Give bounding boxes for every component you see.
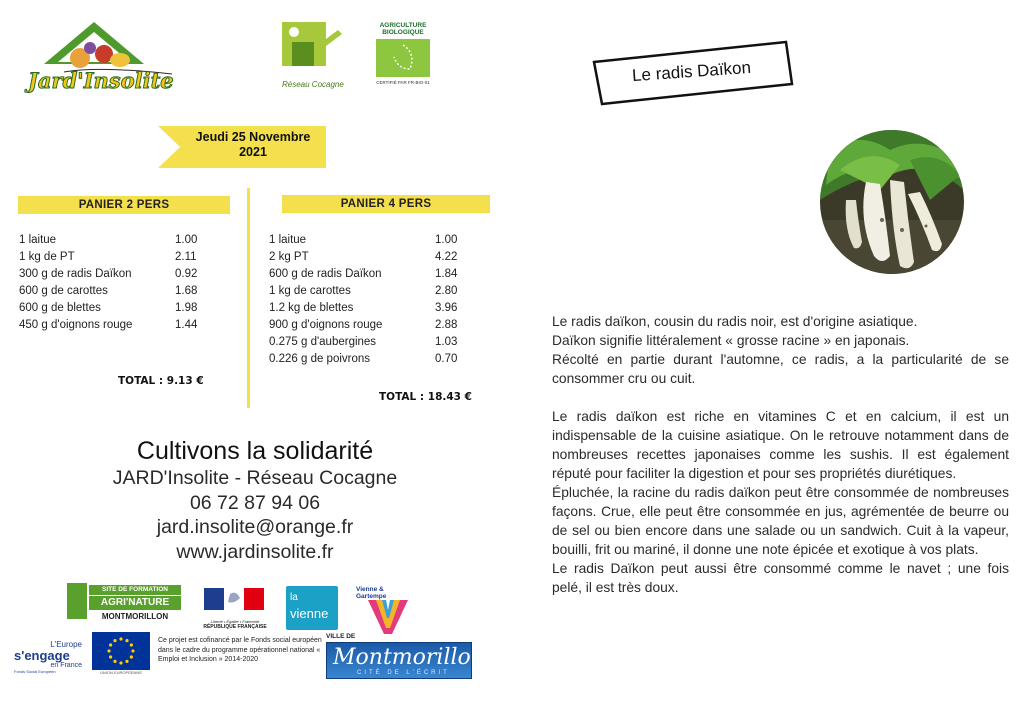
item-quantity: 450 g d'oignons rouge	[19, 319, 133, 331]
basket-item	[269, 334, 465, 351]
article-title: Le radis Daïkon	[631, 57, 752, 86]
basket-item	[19, 300, 205, 317]
vienne-gartempe-line-1: Vienne &	[356, 586, 384, 593]
departement-vienne-logo	[286, 586, 338, 630]
panier-2-total: TOTAL : 9.13 €	[118, 375, 204, 387]
daikon-photo	[820, 130, 964, 274]
agrinature-line-3: MONTMORILLON	[101, 612, 169, 621]
date-line-2: 2021	[239, 145, 267, 159]
europe-engage-line-2: s'engage	[14, 648, 70, 663]
europe-engage-logo	[14, 640, 82, 682]
item-quantity: 1 kg de PT	[19, 251, 75, 263]
cite-ecrit-label: CITÉ DE L'ÉCRIT	[357, 670, 450, 676]
eu-star-icon	[125, 660, 128, 663]
item-quantity: 600 g de radis Daïkon	[269, 268, 382, 280]
ville-montmorillon-logo	[326, 633, 485, 679]
item-price: 0.92	[175, 268, 198, 280]
agrinature-line-2: AGRI'NATURE	[89, 596, 181, 610]
item-quantity: 900 g d'oignons rouge	[269, 319, 383, 331]
jard-insolite-wordmark: Jard'Insolite	[28, 68, 174, 93]
item-quantity: 1.2 kg de blettes	[269, 302, 354, 314]
item-price: 1.03	[435, 336, 458, 348]
article-paragraph: Épluchée, la racine du radis daïkon peut être consommée de nombreuses façons. Crue, elle peut être consommée en jus, agrémentée de beurre ou de sel ou bien encore dans une salade ou un sandwich. Cuit à la vapeur, bouilli, frit ou mariné, il donne une note épicée et exotique à vos plats.	[552, 485, 1009, 557]
article-paragraph: Le radis daïkon est riche en vitamines C et en calcium, il est un indispensable de la cuisine asiatique. On le retrouve notamment dans de nombreuses recettes japonaises comme les sushis. Il est également réputé pour faciliter la digestion et pour ses propriétés diurétiques.	[552, 409, 1009, 481]
bio-certification: CERTIFIÉ PAR FR-BIO-01	[376, 80, 430, 85]
eu-star-icon	[130, 655, 133, 658]
eu-flag-caption: UNION EUROPÉENNE	[92, 670, 150, 676]
jard-insolite-logo	[24, 16, 176, 102]
basket-item	[269, 232, 465, 249]
europe-engage-line-3: en France	[50, 662, 82, 669]
bio-label: AGRICULTURE BIOLOGIQUE	[379, 22, 427, 36]
organization-name: JARD'Insolite - Réseau Cocagne	[112, 467, 398, 489]
item-price: 2.11	[175, 251, 197, 263]
eu-star-icon	[130, 643, 133, 646]
item-price: 1.00	[175, 234, 198, 246]
europe-engage-line-4: Fonds Social Européen	[14, 669, 56, 674]
basket-item	[269, 283, 465, 300]
email-address: jard.insolite@orange.fr	[156, 516, 354, 538]
item-price: 0.70	[435, 353, 458, 365]
item-price: 1.98	[175, 302, 198, 314]
agrinature-line-1: SITE DE FORMATION	[89, 585, 181, 595]
ville-de-label: VILLE DE	[326, 633, 356, 640]
item-price: 2.80	[435, 285, 458, 297]
eu-star-icon	[113, 660, 116, 663]
item-price: 1.00	[435, 234, 458, 246]
vienne-article: la	[290, 592, 298, 603]
agrinature-logo	[67, 583, 181, 627]
eu-star-icon	[109, 643, 112, 646]
vienne-gartempe-line-2: Gartempe	[356, 593, 387, 600]
basket-item	[269, 351, 465, 368]
item-price: 2.88	[435, 319, 458, 331]
contact-block	[94, 436, 416, 564]
eu-star-icon	[107, 649, 110, 652]
item-quantity: 600 g de carottes	[19, 285, 108, 297]
slogan: Cultivons la solidarité	[136, 437, 374, 465]
basket-item	[269, 249, 465, 266]
website-link: www.jardinsolite.fr	[176, 540, 334, 563]
item-quantity: 1 laitue	[269, 234, 307, 246]
basket-item	[19, 317, 205, 334]
panier-4-header: PANIER 4 PERS	[282, 195, 490, 213]
panier-2-header: PANIER 2 PERS	[18, 196, 230, 214]
republique-motto: Liberté • Égalité • Fraternité	[210, 619, 260, 624]
article-paragraph	[552, 388, 1009, 407]
vienne-gartempe-logo	[356, 586, 414, 636]
article-paragraph: Le radis daïkon, cousin du radis noir, est d'origine asiatique.	[552, 314, 918, 329]
basket-item	[19, 232, 205, 249]
republique-francaise-logo	[200, 588, 270, 630]
basket-item	[19, 249, 205, 266]
panier-4-total: TOTAL : 18.43 €	[379, 391, 472, 403]
eu-flag-icon	[92, 632, 150, 676]
montmorillon-wordmark: Montmorillon	[333, 645, 485, 670]
item-quantity: 0.275 g d'aubergines	[269, 336, 377, 348]
article-body	[552, 312, 1009, 597]
eu-star-icon	[119, 637, 122, 640]
reseau-cocagne-logo	[280, 20, 356, 94]
item-quantity: 0.226 g de poivrons	[269, 353, 371, 365]
basket-item	[269, 300, 465, 317]
eu-star-icon	[131, 649, 134, 652]
vienne-label: vienne	[290, 606, 329, 621]
item-quantity: 1 kg de carottes	[269, 285, 351, 297]
article-paragraph: Récolté en partie durant l'automne, ce radis, a la particularité de se consommer cru ou cuit.	[552, 352, 1009, 386]
europe-engage-line-1: L'Europe	[50, 640, 82, 649]
reseau-cocagne-label: Réseau Cocagne	[282, 80, 344, 89]
item-price: 1.44	[175, 319, 198, 331]
article-paragraph: Le radis Daïkon peut aussi être consommé comme le navet ; une fois pelé, il est très doux.	[552, 561, 1009, 595]
item-price: 1.84	[435, 268, 458, 280]
item-price: 4.22	[435, 251, 458, 263]
article-title-box	[592, 40, 794, 106]
panier-2-list	[19, 232, 205, 334]
vienne-gartempe-v-icon	[368, 600, 408, 634]
basket-item	[269, 266, 465, 283]
eu-star-icon	[119, 661, 122, 664]
eu-star-icon	[125, 639, 128, 642]
column-divider	[247, 188, 250, 408]
item-quantity: 600 g de blettes	[19, 302, 101, 314]
basket-item	[269, 317, 465, 334]
item-price: 3.96	[435, 302, 458, 314]
article-paragraph: Daïkon signifie littéralement « grosse racine » en japonais.	[552, 333, 910, 348]
item-quantity: 2 kg PT	[269, 251, 309, 263]
panier-4-list	[269, 232, 465, 368]
date-banner	[158, 122, 330, 172]
item-quantity: 1 laitue	[19, 234, 57, 246]
eu-funding-notice: Ce projet est cofinancé par le Fonds social européen dans le cadre du programme opérationnel national « Emploi et Inclusion » 2014-2020	[158, 637, 322, 663]
item-price: 1.68	[175, 285, 198, 297]
eu-star-icon	[109, 655, 112, 658]
eu-leaf-icon	[376, 39, 430, 77]
date-line-1: Jeudi 25 Novembre	[195, 130, 311, 144]
basket-item	[19, 266, 205, 283]
item-quantity: 300 g de radis Daïkon	[19, 268, 132, 280]
basket-item	[19, 283, 205, 300]
eu-star-icon	[113, 639, 116, 642]
phone-number: 06 72 87 94 06	[189, 491, 321, 514]
republique-label: RÉPUBLIQUE FRANÇAISE	[203, 624, 267, 630]
delivery-date	[188, 130, 318, 160]
agriculture-biologique-logo	[372, 22, 434, 94]
